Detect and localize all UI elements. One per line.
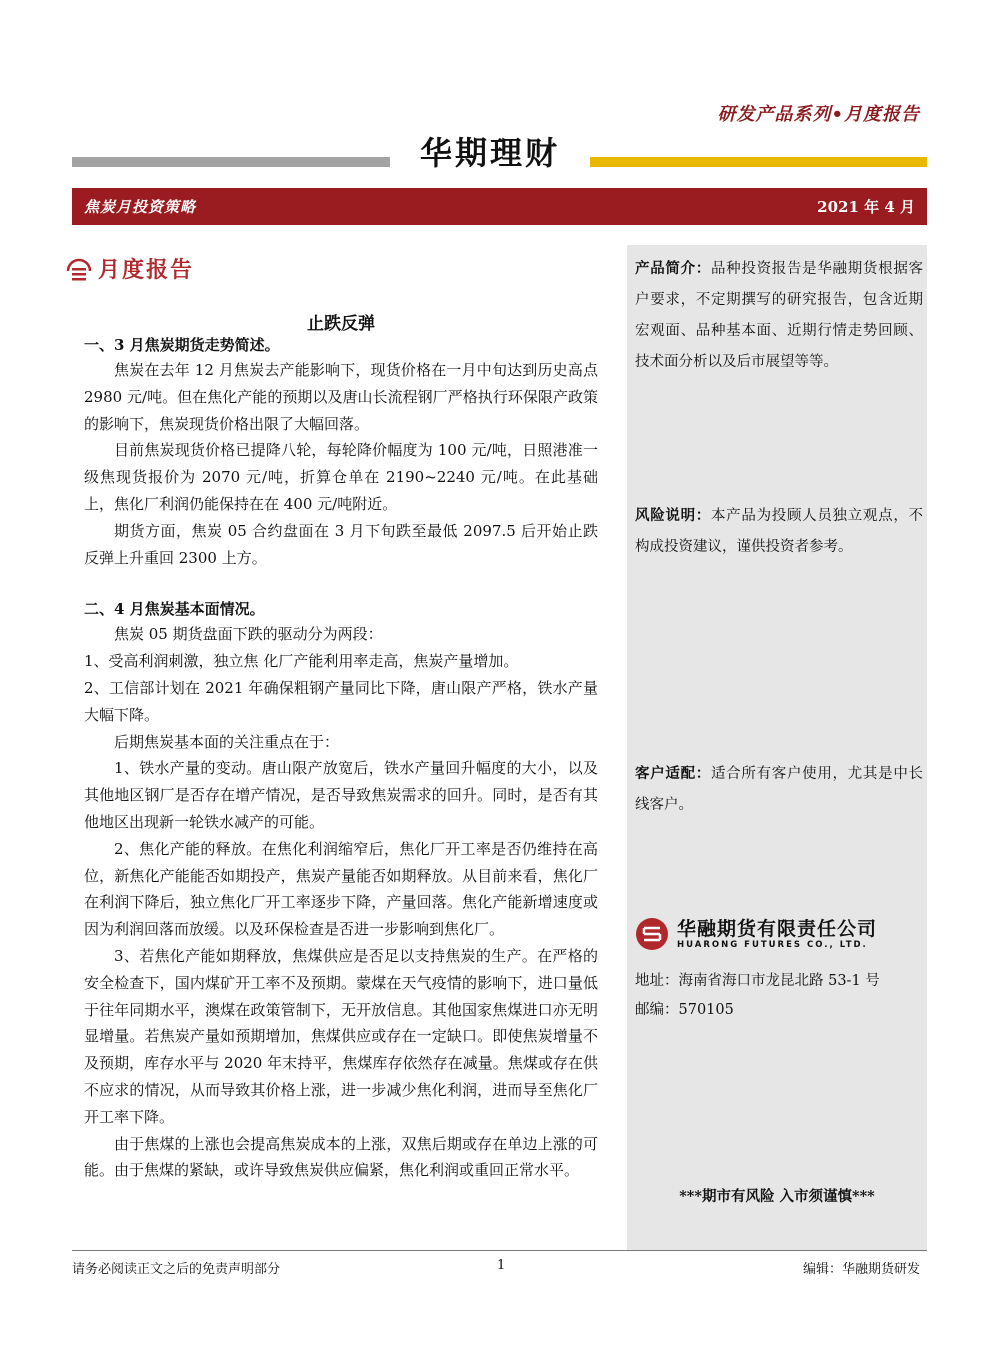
client-text: 适合所有客户使用，尤其是中长线客户。 — [635, 766, 924, 813]
brand-title: 华期理财 — [419, 134, 560, 172]
risk-note — [635, 500, 923, 563]
band-title: 焦炭月投资策略 — [84, 198, 197, 216]
footer-editor: 编辑：华融期货研发 — [802, 1262, 920, 1277]
risk-text: 本产品为投顾人员独立观点，不构成投资建议，谨供投资者参考。 — [635, 508, 924, 555]
section-heading: 一、3 月焦炭期货走势简述。 — [84, 336, 280, 354]
product-intro — [635, 253, 923, 378]
paragraph: 1、受高利润刺激，独立焦 化厂产能利用率走高，焦炭产量增加。 — [84, 652, 519, 671]
footer-disclaimer: 请务必阅读正文之后的免责声明部分 — [72, 1262, 281, 1277]
paragraph: 3、若焦化产能如期释放，焦煤供应是否足以支持焦炭的生产。在严格的安全检查下，国内煤矿开工率不及预期。蒙煤在天气疫情的影响下，进口量低于往年同期水平，澳煤在政策管制下，无开放信息。其他国家焦煤进口亦无明显增量。若焦炭产量如预期增加，焦煤供应或存在一定缺口。即使焦炭增量不及预期，库存水平与 2020 年末持平，焦煤库存依然存在减量。焦煤或存在供不应求的情况，从而导致其价格上涨，进一步减少焦化利润，进而导至焦化厂开工率下降。 — [84, 946, 598, 1126]
paragraph: 后期焦炭基本面的关注重点在于： — [114, 732, 340, 751]
contact-info — [635, 967, 880, 1025]
report-date: 2021 年 4 月 — [817, 198, 915, 216]
sidebar — [627, 245, 927, 1250]
intro-label: 产品简介： — [635, 260, 711, 277]
footer-divider — [72, 1250, 927, 1251]
page-number: 1 — [497, 1258, 506, 1273]
header-gray-bar — [72, 157, 390, 167]
section-heading: 二、4 月焦炭基本面情况。 — [84, 600, 265, 619]
article-title: 止跌反弹 — [307, 314, 375, 334]
client-fit — [635, 758, 923, 821]
section-label: 月度报告 — [98, 257, 195, 283]
intro-text: 品种投资报告是华融期货根据客户要求，不定期撰写的研究报告，包含近期宏观面、品种基本面、近期行情走势回顾、技术面分析以及后市展望等等。 — [635, 261, 924, 370]
paragraph: 2、工信部计划在 2021 年确保粗钢产量同比下降，唐山限产严格，铁水产量大幅下降。 — [84, 678, 598, 724]
paragraph: 目前焦炭现货价格已提降八轮，每轮降价幅度为 100 元/吨，日照港准一级焦现货报价为 2070 元/吨，折算仓单在 2190~2240 元/吨。在此基础上，焦化厂利润仍能保持在在 400 元/吨附近。 — [84, 441, 598, 513]
company-block — [635, 917, 877, 951]
company-english-name: HUARONG FUTURES CO., LTD. — [677, 940, 868, 950]
paragraph: 2、焦化产能的释放。在焦化利润缩窄后，焦化厂开工率是否仍维持在高位，新焦化产能能否如期投产，焦炭产量能否如期释放。从目前来看，焦化厂在利润下降后，独立焦化厂开工率逐步下降，产量回落。焦化产能新增速度或因为利润回落而放缓。以及环保检查是否进一步影响到焦化厂。 — [84, 839, 598, 939]
paragraph: 期货方面，焦炭 05 合约盘面在 3 月下旬跌至最低 2097.5 后开始止跌反弹上升重回 2300 上方。 — [84, 521, 598, 567]
title-band — [72, 188, 927, 225]
article-body — [84, 333, 598, 1184]
section-header — [66, 253, 598, 284]
paragraph: 焦炭 05 期货盘面下跌的驱动分为两段： — [114, 625, 383, 644]
client-label: 客户适配： — [635, 765, 711, 782]
huarong-logo-icon — [66, 257, 92, 281]
postcode: 邮编：570105 — [635, 1002, 734, 1018]
paragraph: 焦炭在去年 12 月焦炭去产能影响下，现货价格在一月中旬达到历史高点 2980 元/吨。但在焦化产能的预期以及唐山长流程钢厂严格执行环保限产政策的影响下，焦炭现货价格出限了大幅回落。 — [84, 361, 598, 433]
main-content — [84, 253, 598, 1184]
company-logo-icon — [635, 917, 669, 951]
paragraph-gap — [84, 571, 598, 597]
risk-label: 风险说明： — [635, 507, 711, 524]
report-series-label: 研发产品系列•月度报告 — [717, 104, 920, 125]
paragraph: 由于焦煤的上涨也会提高焦炭成本的上涨，双焦后期或存在单边上涨的可能。由于焦煤的紧缺，或许导致焦炭供应偏紧，焦化利润或重回正常水平。 — [84, 1134, 598, 1180]
risk-warning: ***期市有风险 入市须谨慎*** — [679, 1188, 875, 1205]
header-gold-bar — [590, 157, 927, 167]
address: 地址：海南省海口市龙昆北路 53-1 号 — [635, 973, 880, 989]
company-name: 华融期货有限责任公司 — [677, 918, 878, 940]
paragraph: 1、铁水产量的变动。唐山限产放宽后，铁水产量回升幅度的大小，以及其他地区钢厂是否存在增产情况，是否导致焦炭需求的回升。同时，是否有其他地区出现新一轮铁水减产的可能。 — [84, 759, 598, 831]
